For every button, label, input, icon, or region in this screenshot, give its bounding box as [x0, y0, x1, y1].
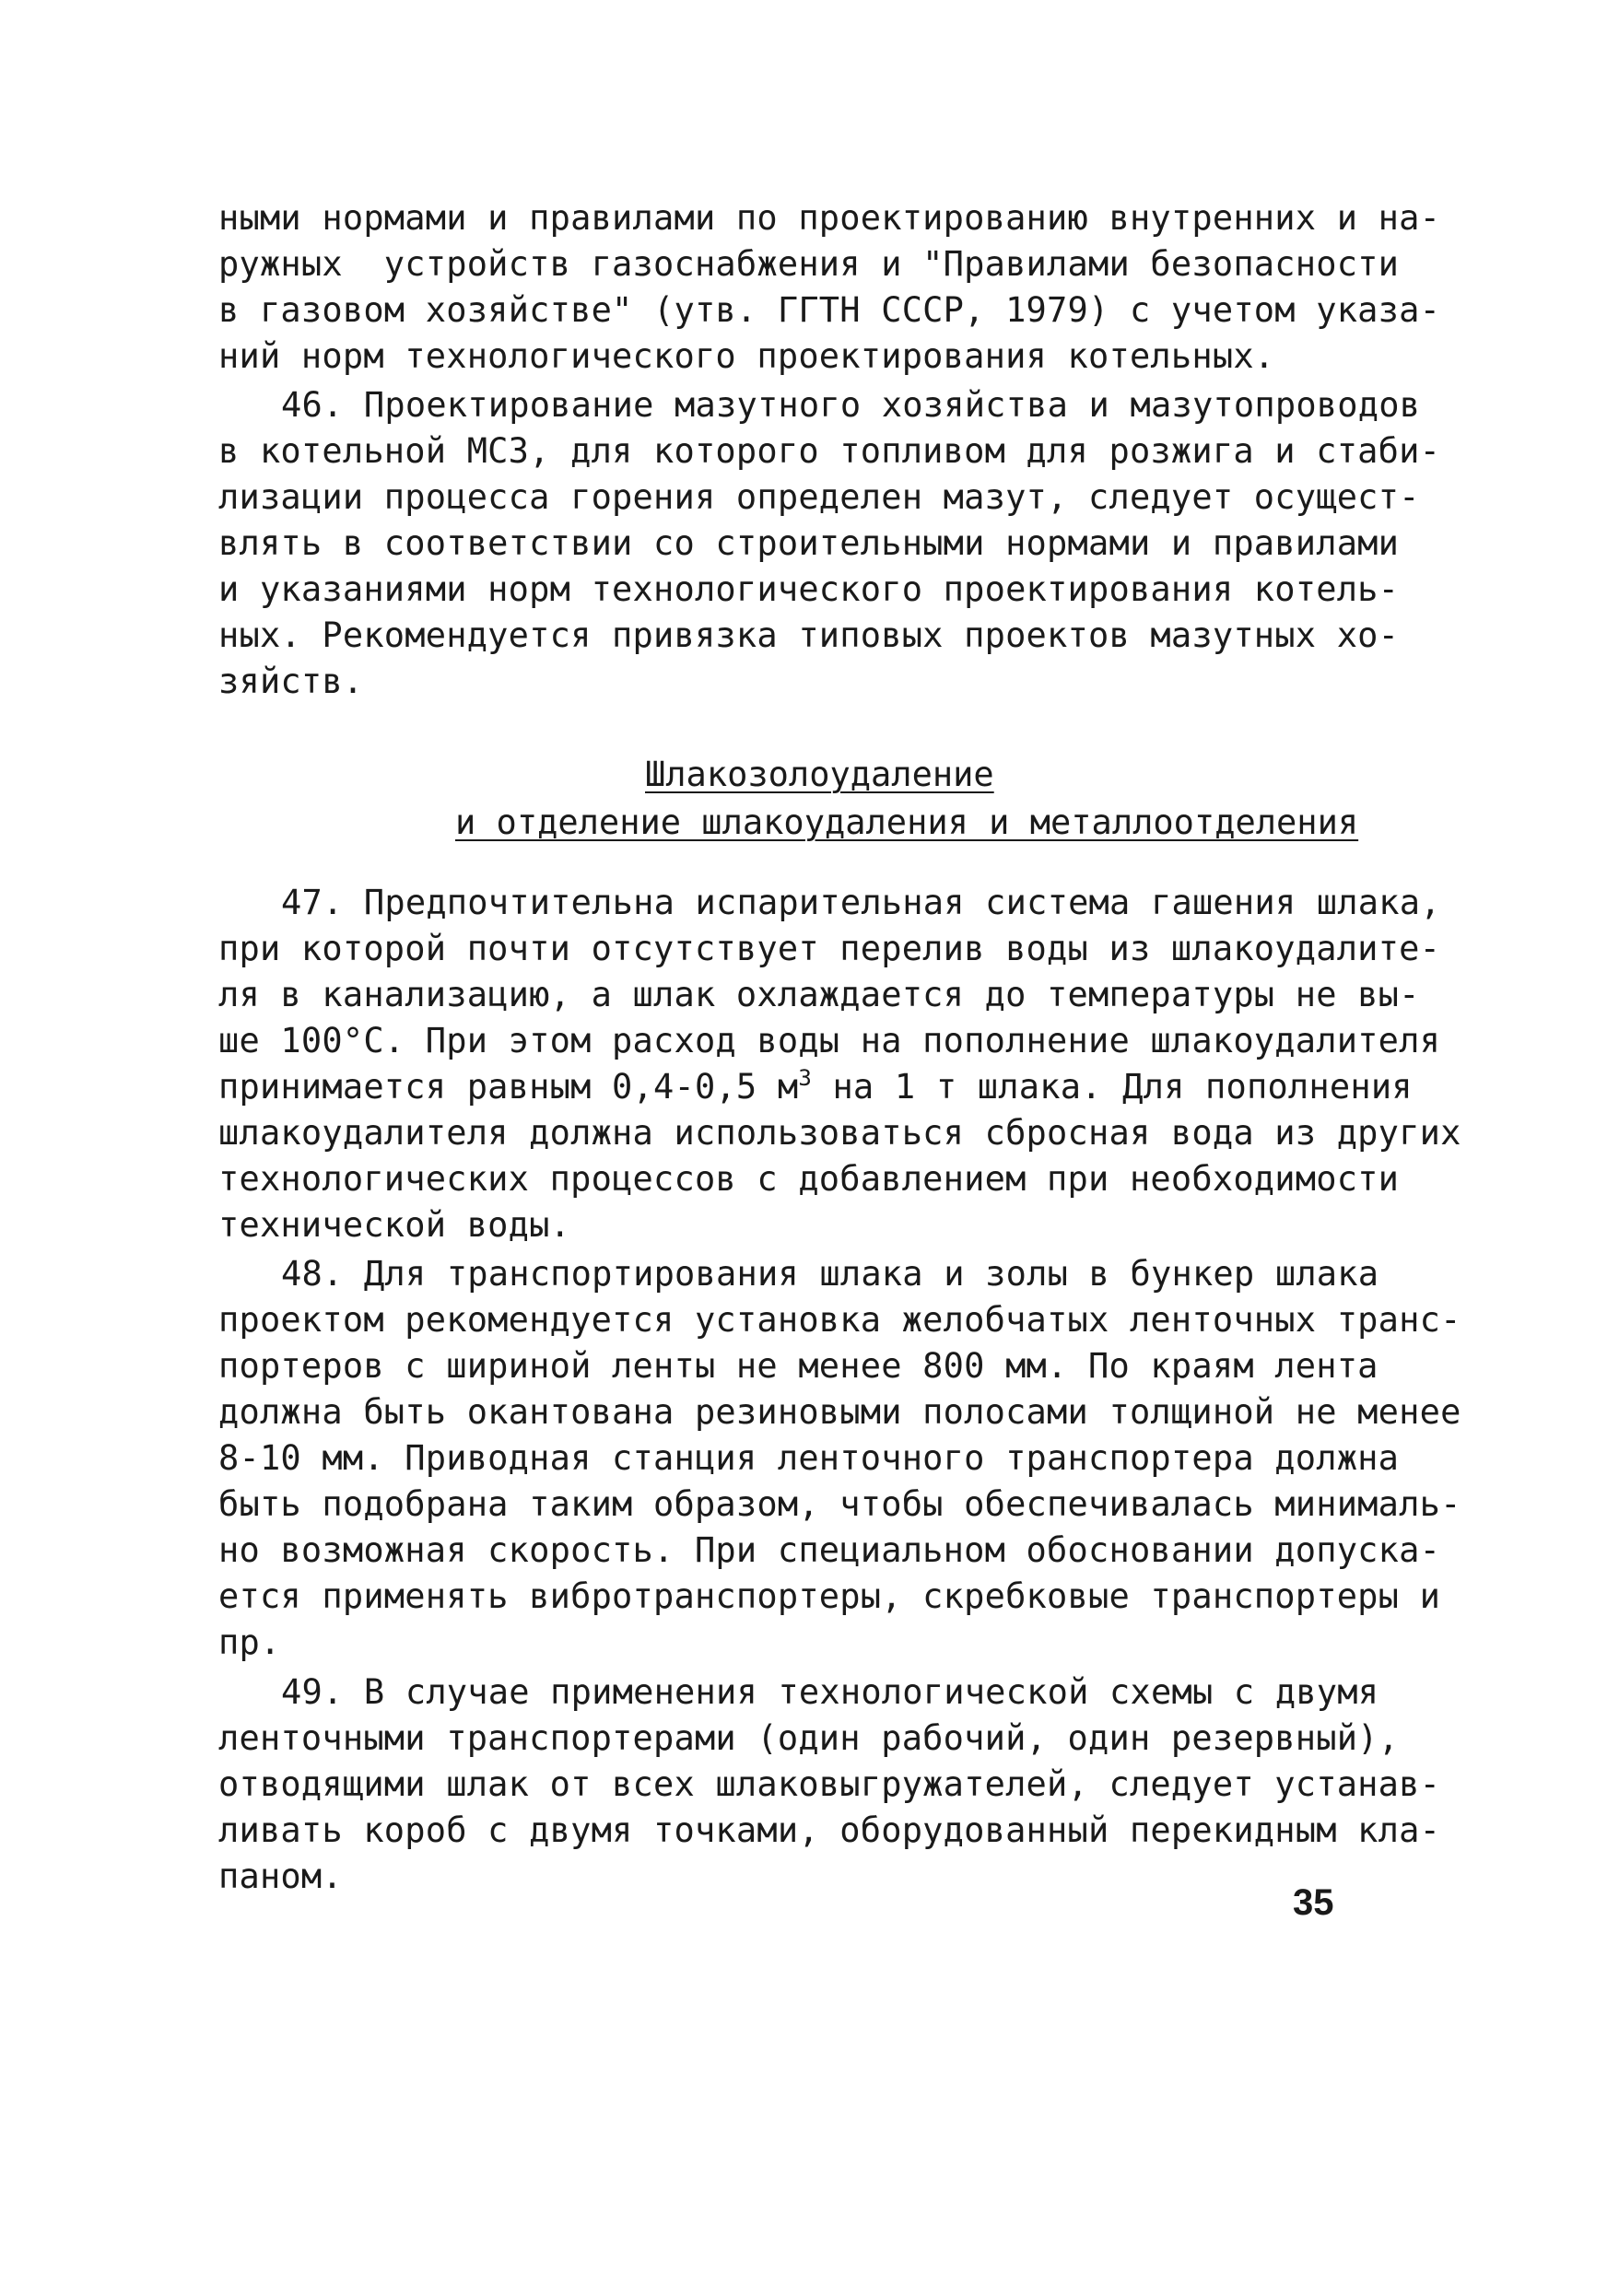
- text-line: влять в соответствии со строительными нормами и правилами: [218, 523, 1400, 563]
- section-heading: Шлакозолоудаление: [645, 755, 994, 794]
- text-line: но возможная скорость. При специальном обосновании допуска-: [218, 1530, 1441, 1570]
- text-line: быть подобрана таким образом, чтобы обеспечивалась минималь-: [218, 1484, 1461, 1524]
- text-line: ний норм технологического проектирования котельных.: [218, 336, 1275, 376]
- text-line: ных. Рекомендуется привязка типовых проектов мазутных хо-: [218, 615, 1400, 655]
- text-line: ше 100°С. При этом расход воды на пополнение шлакоудалителя: [218, 1021, 1441, 1060]
- text-line: ля в канализацию, а шлак охлаждается до температуры не вы-: [218, 975, 1420, 1014]
- text-line: пр.: [218, 1622, 281, 1662]
- text-fragment: принимается равным 0,4-0,5 м: [218, 1067, 799, 1107]
- text-line: технологических процессов с добавлением при необходимости: [218, 1159, 1400, 1199]
- text-line: ными нормами и правилами по проектированию внутренних и на-: [218, 198, 1441, 238]
- text-line: должна быть окантована резиновыми полосами толщиной не менее: [218, 1392, 1461, 1432]
- text-line: 47. Предпочтительна испарительная система гашения шлака,: [281, 883, 1441, 922]
- text-line: ружных устройств газоснабжения и "Правилами безопасности: [218, 244, 1400, 284]
- text-line: в газовом хозяйстве" (утв. ГГТН СССР, 1979) с учетом указа-: [218, 290, 1441, 330]
- text-line: при которой почти отсутствует перелив воды из шлакоудалите-: [218, 929, 1441, 968]
- text-line: ливать короб с двумя точками, оборудованный перекидным кла-: [218, 1810, 1441, 1850]
- text-line: ется применять вибротранспортеры, скребковые транспортеры и: [218, 1576, 1441, 1616]
- text-line: в котельной МСЗ, для которого топливом для розжига и стаби-: [218, 431, 1441, 471]
- text-line: шлакоудалителя должна использоваться сбросная вода из других: [218, 1113, 1461, 1153]
- text-line: отводящими шлак от всех шлаковыгружателей, следует устанав-: [218, 1764, 1441, 1804]
- text-line: ленточными транспортерами (один рабочий, один резервный),: [218, 1718, 1400, 1758]
- text-line: 46. Проектирование мазутного хозяйства и мазутопроводов: [281, 385, 1421, 425]
- text-line: лизации процесса горения определен мазут, следует осущест-: [218, 477, 1420, 517]
- section-subheading: и отделение шлакоудаления и металлоотделения: [455, 802, 1359, 842]
- text-line: паном.: [218, 1857, 343, 1896]
- page-number: 35: [1293, 1882, 1334, 1923]
- text-line: 48. Для транспортирования шлака и золы в бункер шлака: [281, 1254, 1379, 1294]
- text-line: 8-10 мм. Приводная станция ленточного транспортера должна: [218, 1438, 1400, 1478]
- text-line: и указаниями норм технологического проектирования котель-: [218, 569, 1400, 609]
- text-line: технической воды.: [218, 1205, 571, 1245]
- superscript: 3: [798, 1065, 812, 1091]
- text-line-with-superscript: [218, 1064, 1413, 1110]
- text-line: зяйств.: [218, 662, 364, 701]
- text-line: портеров с шириной ленты не менее 800 мм. По краям лента: [218, 1346, 1378, 1386]
- text-fragment: на 1 т шлака. Для пополнения: [811, 1067, 1413, 1107]
- text-line: проектом рекомендуется установка желобчатых ленточных транс-: [218, 1300, 1461, 1340]
- text-line: 49. В случае применения технологической схемы с двумя: [281, 1672, 1379, 1712]
